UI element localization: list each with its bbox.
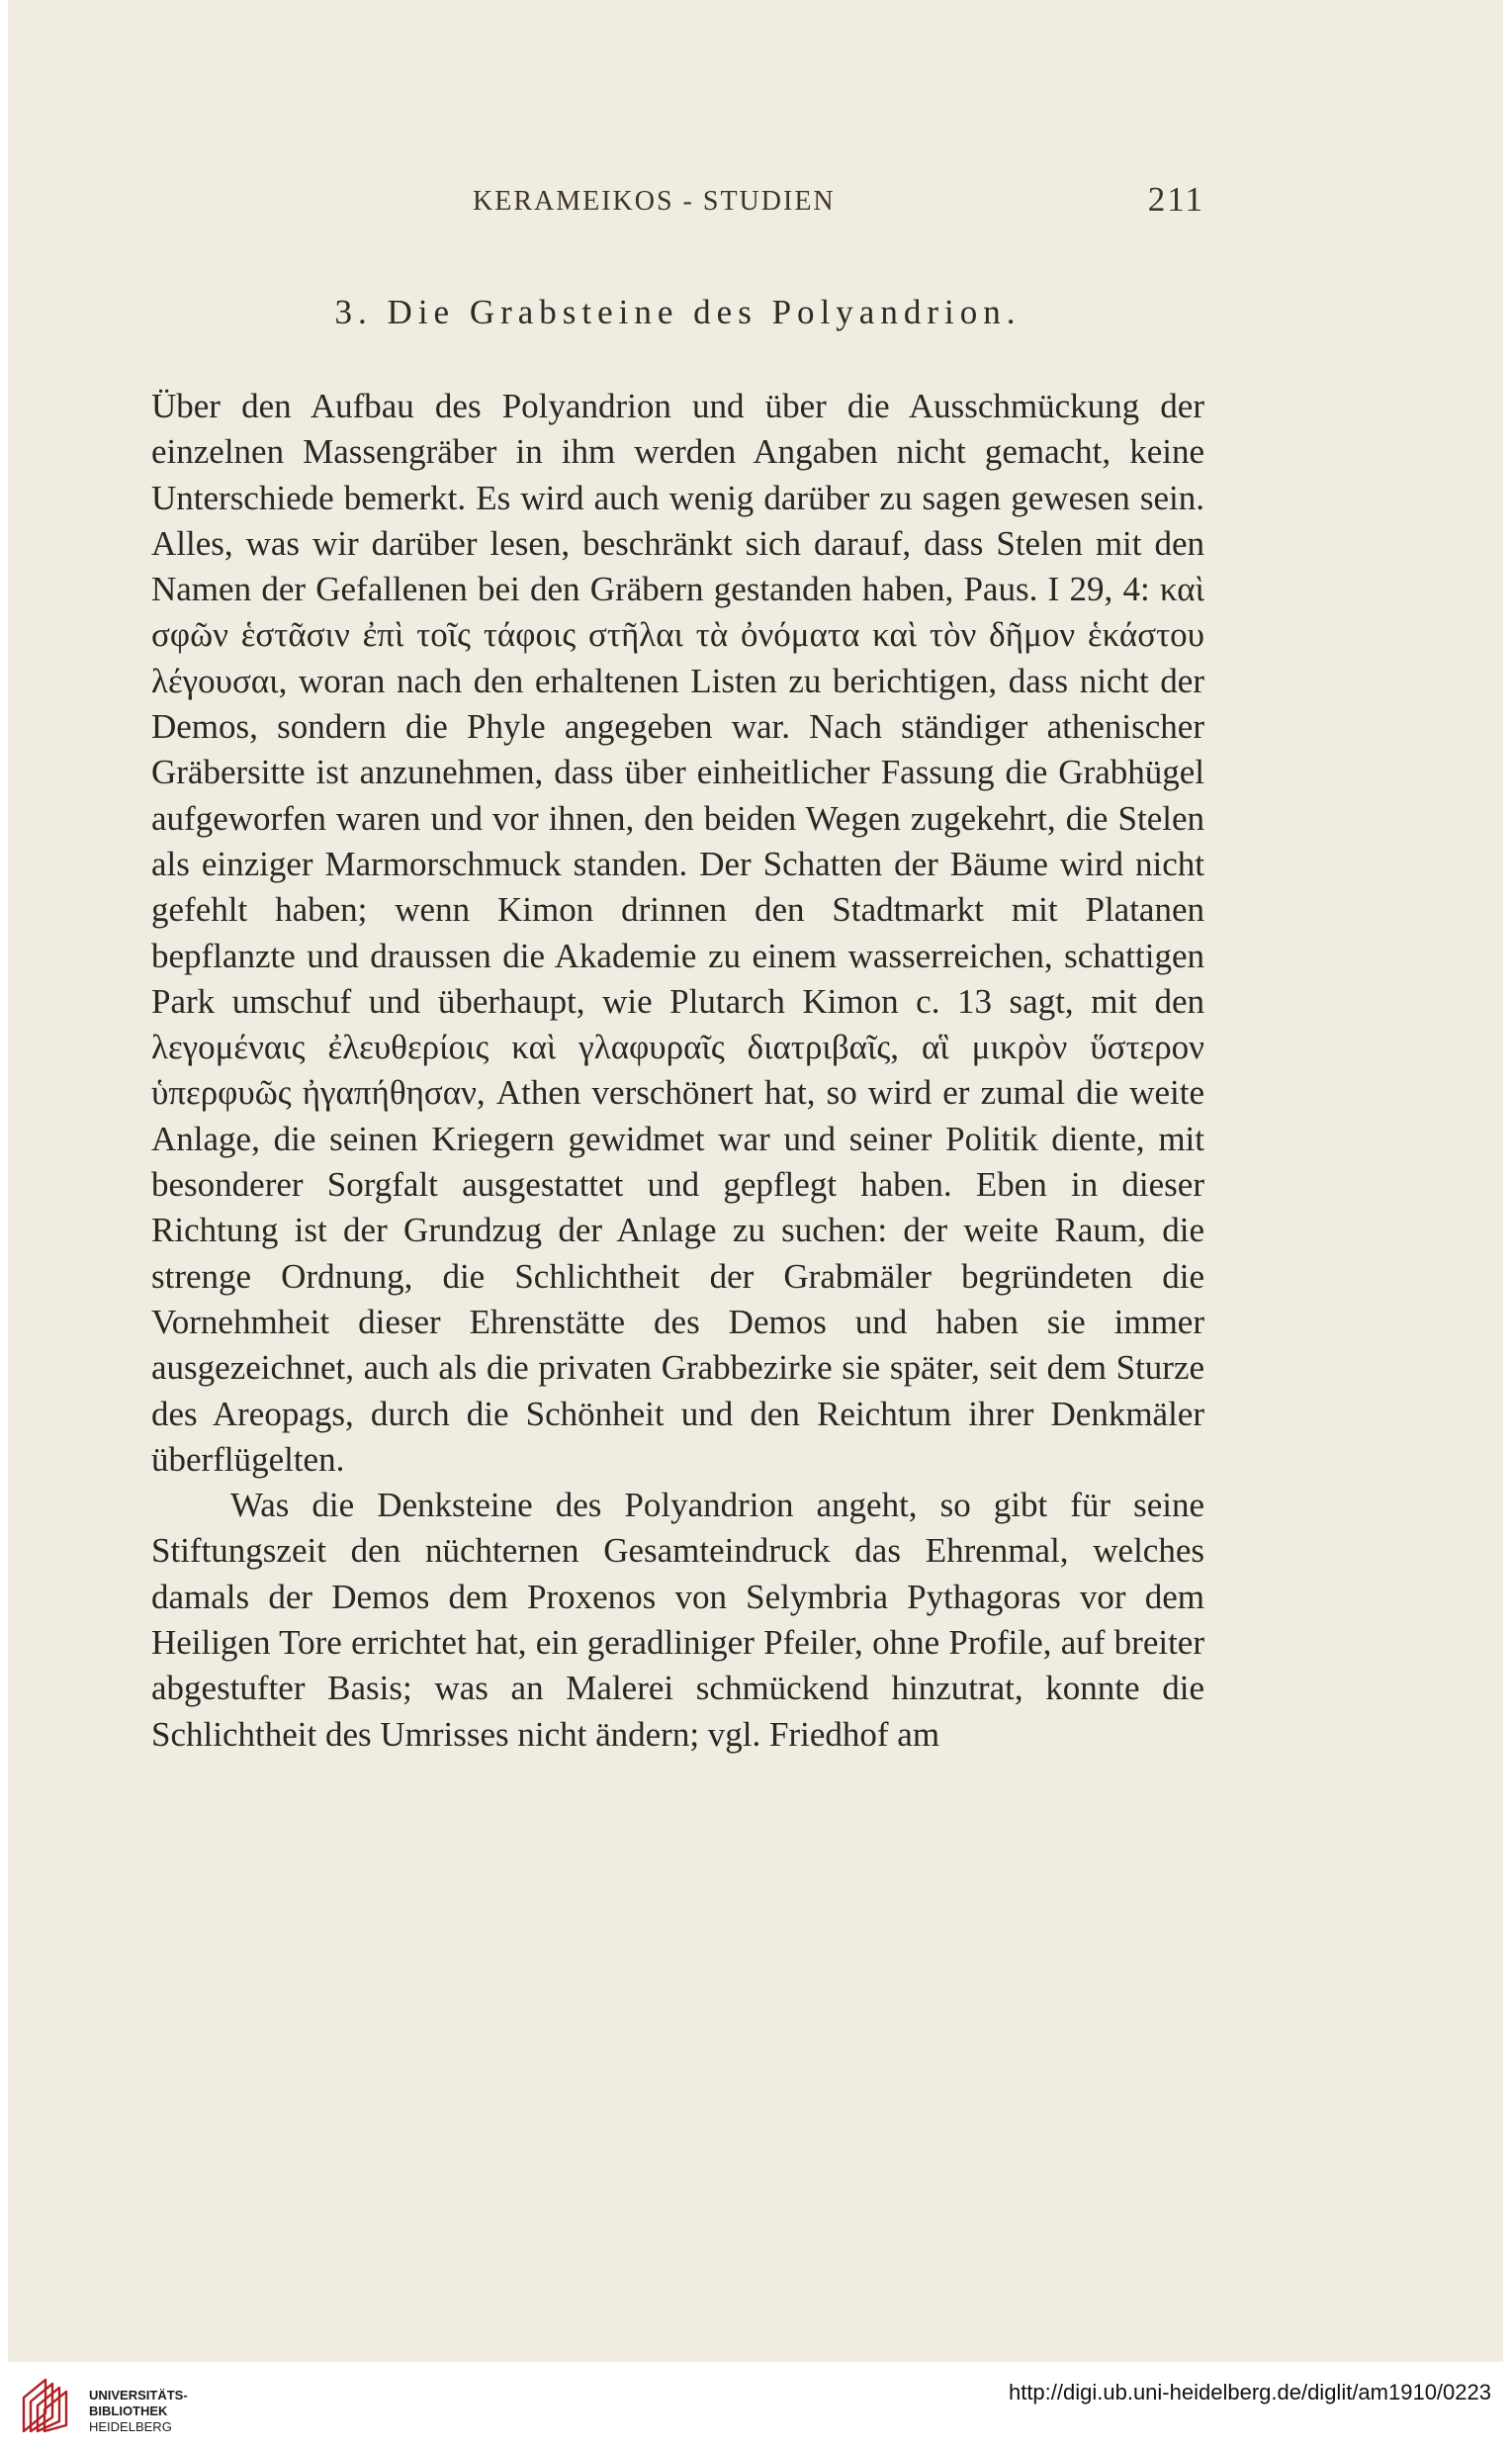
library-name-line-2: BIBLIOTHEK <box>89 2404 168 2418</box>
running-head: KERAMEIKOS - STUDIEN <box>473 186 836 217</box>
source-url-link[interactable]: http://digi.ub.uni-heidelberg.de/diglit/am1910/0223 <box>1008 2380 1491 2404</box>
paragraph-2: Was die Denksteine des Polyandrion angeht, so gibt für seine Stiftungszeit den nüchternen Gesamteindruck das Ehrenmal, welches damals der Demos dem Proxenos von Selymbria Pythagoras vor dem Heiligen Tore errichtet hat, ein geradliniger Pfeiler, ohne Profile, auf breiter abgestufter Basis; was an Malerei schmückend hinzutrat, konnte die Schlichtheit des Umrisses nicht ändern; vgl. Friedhof am <box>151 1486 1204 1754</box>
section-title: 3. Die Grabsteine des Polyandrion. <box>334 293 1022 331</box>
page-header <box>151 176 1204 226</box>
library-name-line-3: HEIDELBERG <box>89 2419 172 2434</box>
body-text <box>151 384 1204 1758</box>
library-logo-icon <box>18 2374 81 2437</box>
library-name <box>89 2388 188 2435</box>
library-name-line-1: UNIVERSITÄTS- <box>89 2388 188 2403</box>
digitization-footer <box>8 2362 1503 2449</box>
paragraph-1: Über den Aufbau des Polyandrion und über die Ausschmückung der einzelnen Massengräber in ihm werden Angaben nicht gemacht, keine Unterschiede bemerkt. Es wird auch wenig darüber zu sagen gewesen sein. Alles, was wir darüber lesen, beschränkt sich darauf, dass Stelen mit den Namen der Gefallenen bei den Gräbern gestanden haben, Paus. I 29, 4: καὶ σφῶν ἑστᾶσιν ἐπὶ τοῖς τάφοις στῆλαι τὰ ὀνόματα καὶ τὸν δῆμον ἑκάστου λέγουσαι, woran nach den erhaltenen Listen zu berichtigen, dass nicht der Demos, sondern die Phyle angegeben war. Nach ständiger athenischer Gräbersitte ist anzunehmen, dass über einheitlicher Fassung die Grabhügel aufgeworfen waren und vor ihnen, den beiden Wegen zugekehrt, die Stelen als einziger Marmorschmuck standen. Der Schatten der Bäume wird nicht gefehlt haben; wenn Kimon drinnen den Stadtmarkt mit Platanen bepflanzte und draussen die Akademie zu einem wasserreichen, schattigen Park umschuf und überhaupt, wie Plutarch Kimon c. 13 sagt, mit den λεγομέναις ἐλευθερίοις καὶ γλαφυραῖς διατριβαῖς, αἳ μικρὸν ὕστερον ὑπερφυῶς ἠγαπήθησαν, Athen verschönert hat, so wird er zumal die weite Anlage, die seinen Kriegern gewidmet war und seiner Politik diente, mit besonderer Sorgfalt ausgestattet und gepflegt haben. Eben in dieser Richtung ist der Grundzug der Anlage zu suchen: der weite Raum, die strenge Ordnung, die Schlichtheit der Grabmäler begründeten die Vornehmheit dieser Ehrenstätte des Demos und haben sie immer ausgezeichnet, auch als die privaten Grabbezirke sie später, seit dem Sturze des Areopags, durch die Schönheit und den Reichtum ihrer Denkmäler überflügelten. <box>151 387 1204 1479</box>
page-number: 211 <box>1147 180 1204 219</box>
scanned-page <box>8 0 1503 2449</box>
